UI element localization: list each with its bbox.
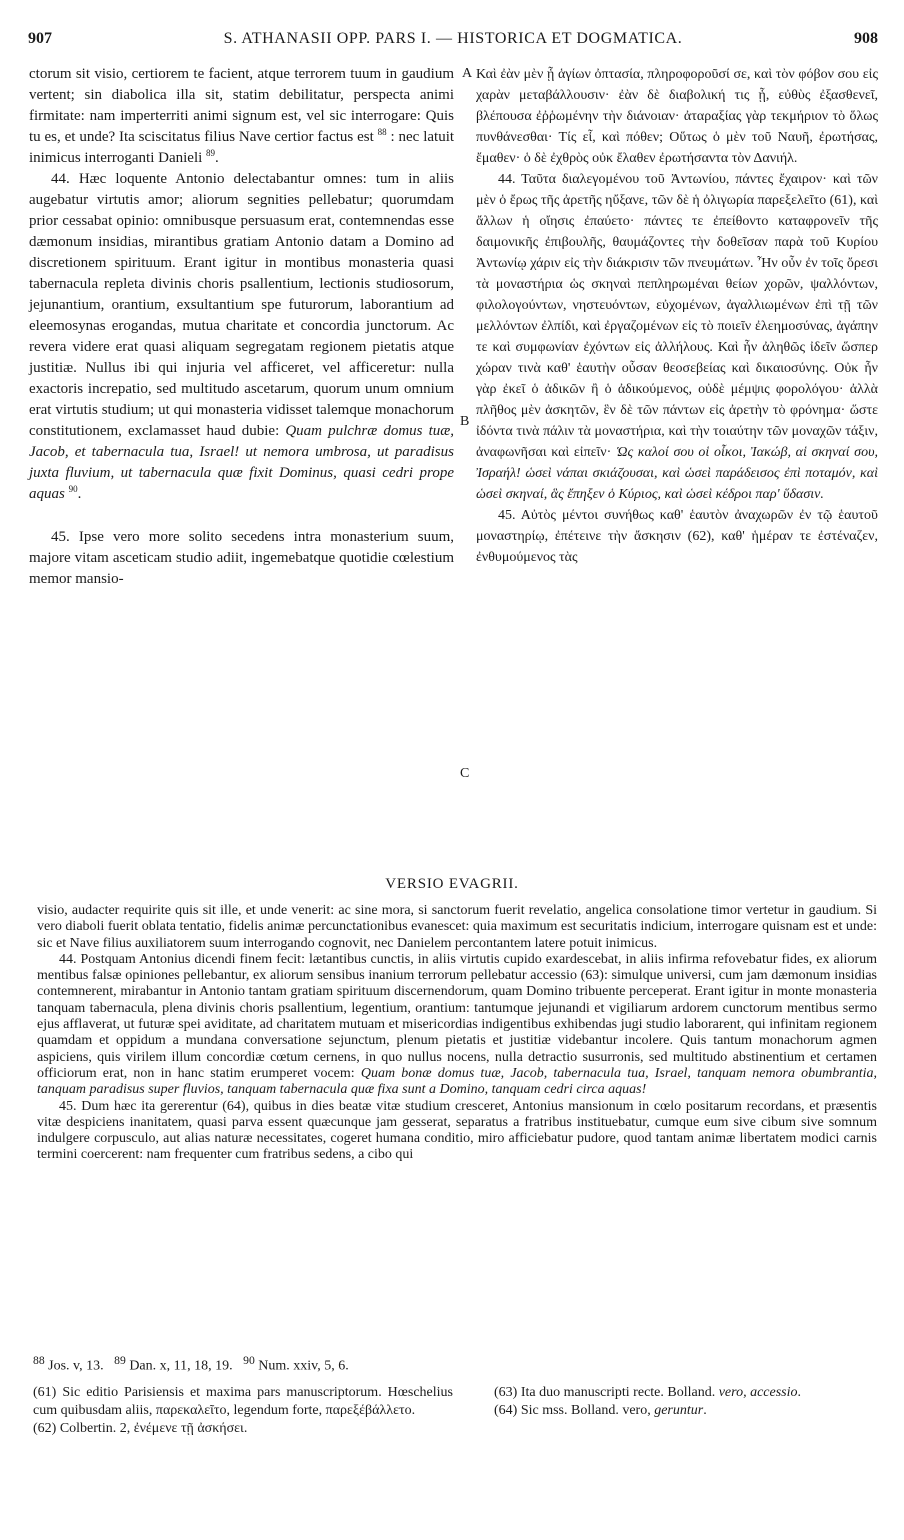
versio-quotation: Quam bonæ domus tuæ, Jacob, tabernacula tua, Israel, tanquam nemora obumbrantia, tanquam paradisus super fluvios, tanquam tabernacula quæ fixa sunt a Domino, tanquam cedri circa aquas! (37, 1065, 877, 1098)
footnote-number: 88 (33, 1354, 45, 1367)
notes-right (494, 1384, 878, 1420)
greek-paragraph-44: 44. Ταῦτα διαλεγομένου τοῦ Ἀντωνίου, πάντες ἔχαιρον· καὶ τῶν μὲν ὁ ἔρως τῆς ἀρετῆς ηὔξανε, τῶν δὲ ἡ ὀλιγωρία παρεξελεῖτο (61), καὶ ἄλλων ἡ οἴησις ἐπαύετο· πάντες τε ἐπείθοντο καταφρονεῖν τῆς δαιμονικῆς ἐπιβουλῆς, θαυμάζοντες τὴν δοθεῖσαν παρὰ τοῦ Κυρίου Ἀντωνίῳ χάριν εἰς τὴν διάκρισιν τῶν πνευμάτων. Ἦν οὖν ἐν τοῖς ὄρεσι τὰ μοναστήρια ὡς σκηναὶ πεπληρωμέναι θείων χορῶν, ψαλλόντων, φιλολογούντων, νηστευόντων, εὐχομένων, ἀγαλλιωμένων ἐπὶ τῇ τῶν μελλόντων ἐλπίδι, καὶ ἐργαζομένων εἰς τὸ ποιεῖν ἐλεημοσύνας, ἀγάπην τε καὶ συμφωνίαν ἐχόντων εἰς ἀλλήλους. Καὶ ἦν ἀληθῶς ἰδεῖν ὥσπερ χώραν τινὰ καθ' ἑαυτὴν οὖσαν θεοσεβείας καὶ δικαιοσύνης. Οὐκ ἦν γὰρ ἐκεῖ ὁ ἀδικῶν ἢ ὁ ἀδικούμενος, οὐδὲ μέμψις φορολόγου· ἀλλὰ πλῆθος μὲν ἀσκητῶν, ἓν δὲ τῶν πάντων εἰς ἀρετὴν τὸ φρόνημα· ὥστε ἰδόντα τινὰ πάλιν τὰ μοναστήρια, καὶ τὴν τοιαύτην τῶν μοναχῶν τάξιν, ἀναφωνῆσαι καὶ εἰπεῖν· Ὡς καλοί σου οἱ οἶκοι, Ἰακώβ, αἱ σκηναί σου, Ἰσραήλ! ὡσεὶ νάπαι σκιάζουσαι, καὶ ὡσεὶ παράδεισος ἐπὶ ποταμόν, καὶ ὡσεὶ σκηναί, ἃς ἔπηξεν ὁ Κύριος, καὶ ὡσεὶ κέδροι παρ' ὕδασιν. (476, 172, 879, 502)
page-number-left: 907 (28, 30, 52, 47)
versio-evagrii (37, 903, 877, 1164)
latin-column (29, 64, 454, 590)
latin-paragraph-45: 45. Ipse vero more solito secedens intra monasterium suum, majore vitam asceticam studio adiit, ingemebatque quotidie cœlestium memor mansio- (29, 529, 454, 587)
running-title: S. ATHANASII OPP. PARS I. — HISTORICA ET DOGMATICA. (223, 30, 683, 47)
latin-quotation: Quam pulchræ domus tuæ, Jacob, et tabernacula tua, Israel! ut nemora umbrosa, ut paradisus juxta fluvium, ut tabernacula quæ fixit Dominus, quasi cedri prope aquas (29, 423, 454, 502)
footnote-ref: 89 (206, 148, 216, 158)
greek-paragraph: Καὶ ἐὰν μὲν ᾖ ἁγίων ὀπτασία, πληροφοροῦσί σε, καὶ τὸν φόβον σου εἰς χαρὰν μεταβάλλουσιν· ἐὰν δὲ διαβολική τις ᾖ, εὐθὺς ἐξασθενεῖ, βλέπουσα ἐῤῥωμένην τὴν διάνοιαν· ἀταραξίας γὰρ τεκμήριον τὸ ὅλως πυνθάνεσθαι· Τίς εἶ, καὶ πόθεν; Οὕτως ὁ μὲν τοῦ Ναυῆ, ἐρωτήσας, ἔμαθεν· ὁ δὲ ἐχθρὸς οὐκ ἔλαθεν ἐρωτήσαντα τὸν Δανιήλ. (476, 67, 878, 166)
versio-paragraph-44: 44. Postquam Antonius dicendi finem fecit: lætantibus cunctis, in aliis virtutis cupido exardescebat, in aliis infirma refovebatur fides, ex aliorum mentibus falsæ opiniones pellebantur, ex aliorum sensibus inanium terrorum pellebatur accessio (63): simulque universi, cum jam dæmonum insidias contemnerent, mirabantur in Antonio tantam gratiam spirituum discernendorum, quam Domino tribuente perceperat. Erant igitur in monte monasteria tanquam tabernacula, plena divinis choris psallentium, legentium, orantium: tantumque jejunandi et vigiliarum ardorem cunctorum mentibus sermo ejus afflaverat, ut futuræ spei aviditate, ad charitatem mutuam et misericordias indigentibus exhibendas jugi studio laborarent, qui infinitam regionem quamdam et oppidum a mundana conversatione sejunctum, plenum pietatis et justitiæ videbantur incolere. Quis tantum monachorum agmen aspiciens, quis virilem illum concordiæ cœtum cernens, in quo nullus nocens, nulla detractio susurronis, sed multitudo abstinentium et certamen officiorum erat, non in hanc statim erumperet vocem: Quam bonæ domus tuæ, Jacob, tabernacula tua, Israel, tanquam nemora obumbrantia, tanquam paradisus super fluvios, tanquam tabernacula quæ fixa sunt a Domino, tanquam cedri circa aquas! (37, 951, 877, 1098)
margin-letter-c: C (460, 766, 470, 781)
note-63: (63) Ita duo manuscripti recte. Bolland. vero, accessio. (494, 1385, 802, 1400)
notes-left (33, 1384, 453, 1438)
greek-paragraph-45: 45. Αὐτὸς μέντοι συνήθως καθ' ἑαυτὸν ἀναχωρῶν ἐν τῷ ἑαυτοῦ μοναστηρίῳ, ἐπέτεινε τὴν ἄσκησιν (62), καθ' ἡμέραν τε ἐστέναζεν, ἐνθυμούμενος τὰς (476, 508, 878, 565)
footnote-text: Jos. v, 13. (48, 1358, 104, 1374)
versio-paragraph-45: 45. Dum hæc ita gererentur (64), quibus in dies beatæ vitæ studium cresceret, Antonius mansionum in cœlo positarum recordans, et præsentis vitæ despiciens inanitatem, quasi parva essent quæcunque jam gesserat, separatus a fratribus instituebatur, cumque eum sive cibum sive somnum indulgere corpusculo, aut alias naturæ necessitates, cogeret humana conditio, miro afficiebatur pudore, quod tantam animæ libertatem modici carnis termini coercerent: nam frequenter cum fratribus sedens, a cibo qui (37, 1098, 877, 1163)
footnote-text: Num. xxiv, 5, 6. (258, 1358, 349, 1374)
greek-column (476, 64, 878, 568)
note-64: (64) Sic mss. Bolland. vero, geruntur. (494, 1403, 707, 1418)
running-header (28, 30, 878, 56)
footnote-ref: 88 (377, 127, 387, 137)
latin-paragraph-44: 44. Hæc loquente Antonio delectabantur omnes: tum in aliis augebatur virtutis amor; aliorum segnities pellebatur; quorumdam prior cessabat opinio: omnibusque persuasum erat, contemnendas esse dæmonum insidias, mirantibus gratiam Antonio datam a Domino ad discretionem spirituum. Erant igitur in montibus monasteria quasi tabernacula repleta divinis choris psallentium, lectionis studiosorum, jejunantium, orantium, exsultantium spe futurorum, laborantium ad eleemosynas erogandas, mutua charitate et concordia junctorum. Ac revera videre erat quasi aliquam segregatam regionem pietatis atque justitiæ. Nullus ibi qui injuria vel afficeret, vel afficeretur: nulla exactoris increpatio, sed multitudo ascetarum, quorum unum omnium erat virtutis studium; ut qui monasteria vidisset talemque monachorum constitutionem, exclamasset haud dubie: Quam pulchræ domus tuæ, Jacob, et tabernacula tua, Israel! ut nemora umbrosa, ut paradisus juxta fluvium, ut tabernacula quæ fixit Dominus, quasi cedri prope aquas $^{90}$. (29, 171, 454, 502)
footnote-number: 89 (114, 1354, 126, 1367)
versio-paragraph: visio, audacter requirite quis sit ille, et unde venerit: ac sine mora, si sanctorum fuerit revelatio, angelica consolatione timor vertetur in gaudium. Si vero diaboli fuerit oblata tentatio, fidelis animæ percunctationibus evanescet: quia maximum est securitatis indicium, interrogare quisnam est et unde: sic et Nave filius auxiliatorem suum interrogando cognovit, nec Danielem percontantem latere potuit inimicus. (37, 903, 877, 951)
note-61: (61) Sic editio Parisiensis et maxima pars manuscriptorum. Hœschelius cum quibusdam aliis, παρεκαλεῖτο, legendum forte, παρεξέβάλλετο. (33, 1385, 453, 1418)
latin-paragraph: ctorum sit visio, certiorem te facient, atque terrorem tuum in gaudium vertent; sin diabolica illa sit, statim debilitatur, perspecta animi firmitate: nam imperterriti animi signum est, vel sic interrogare: Quis tu es, et unde? Ita sciscitatus filius Nave certior factus est $^{88}$ : nec latuit inimicus interroganti Danieli $^{89}$. (29, 66, 455, 166)
page-number-right: 908 (854, 30, 878, 47)
footnote-ref: 90 (68, 484, 78, 494)
greek-quotation: Ὡς καλοί σου οἱ οἶκοι, Ἰακώβ, αἱ σκηναί σου, Ἰσραήλ! ὡσεὶ νάπαι σκιάζουσαι, καὶ ὡσεὶ παράδεισος ἐπὶ ποταμόν, καὶ ὡσεὶ σκηναί, ἃς ἔπηξεν ὁ Κύριος, καὶ ὡσεὶ κέδροι παρ' ὕδασιν. (476, 445, 879, 502)
scripture-footnotes (33, 1352, 873, 1376)
footnote-number: 90 (243, 1354, 255, 1367)
note-62: (62) Colbertin. 2, ἐνέμενε τῇ ἀσκήσει. (33, 1421, 248, 1436)
margin-letter-a: A (462, 66, 473, 81)
versio-title: VERSIO EVAGRII. (385, 876, 519, 892)
margin-letter-b: B (460, 414, 470, 429)
footnote-text: Dan. x, 11, 18, 19. (129, 1358, 233, 1374)
